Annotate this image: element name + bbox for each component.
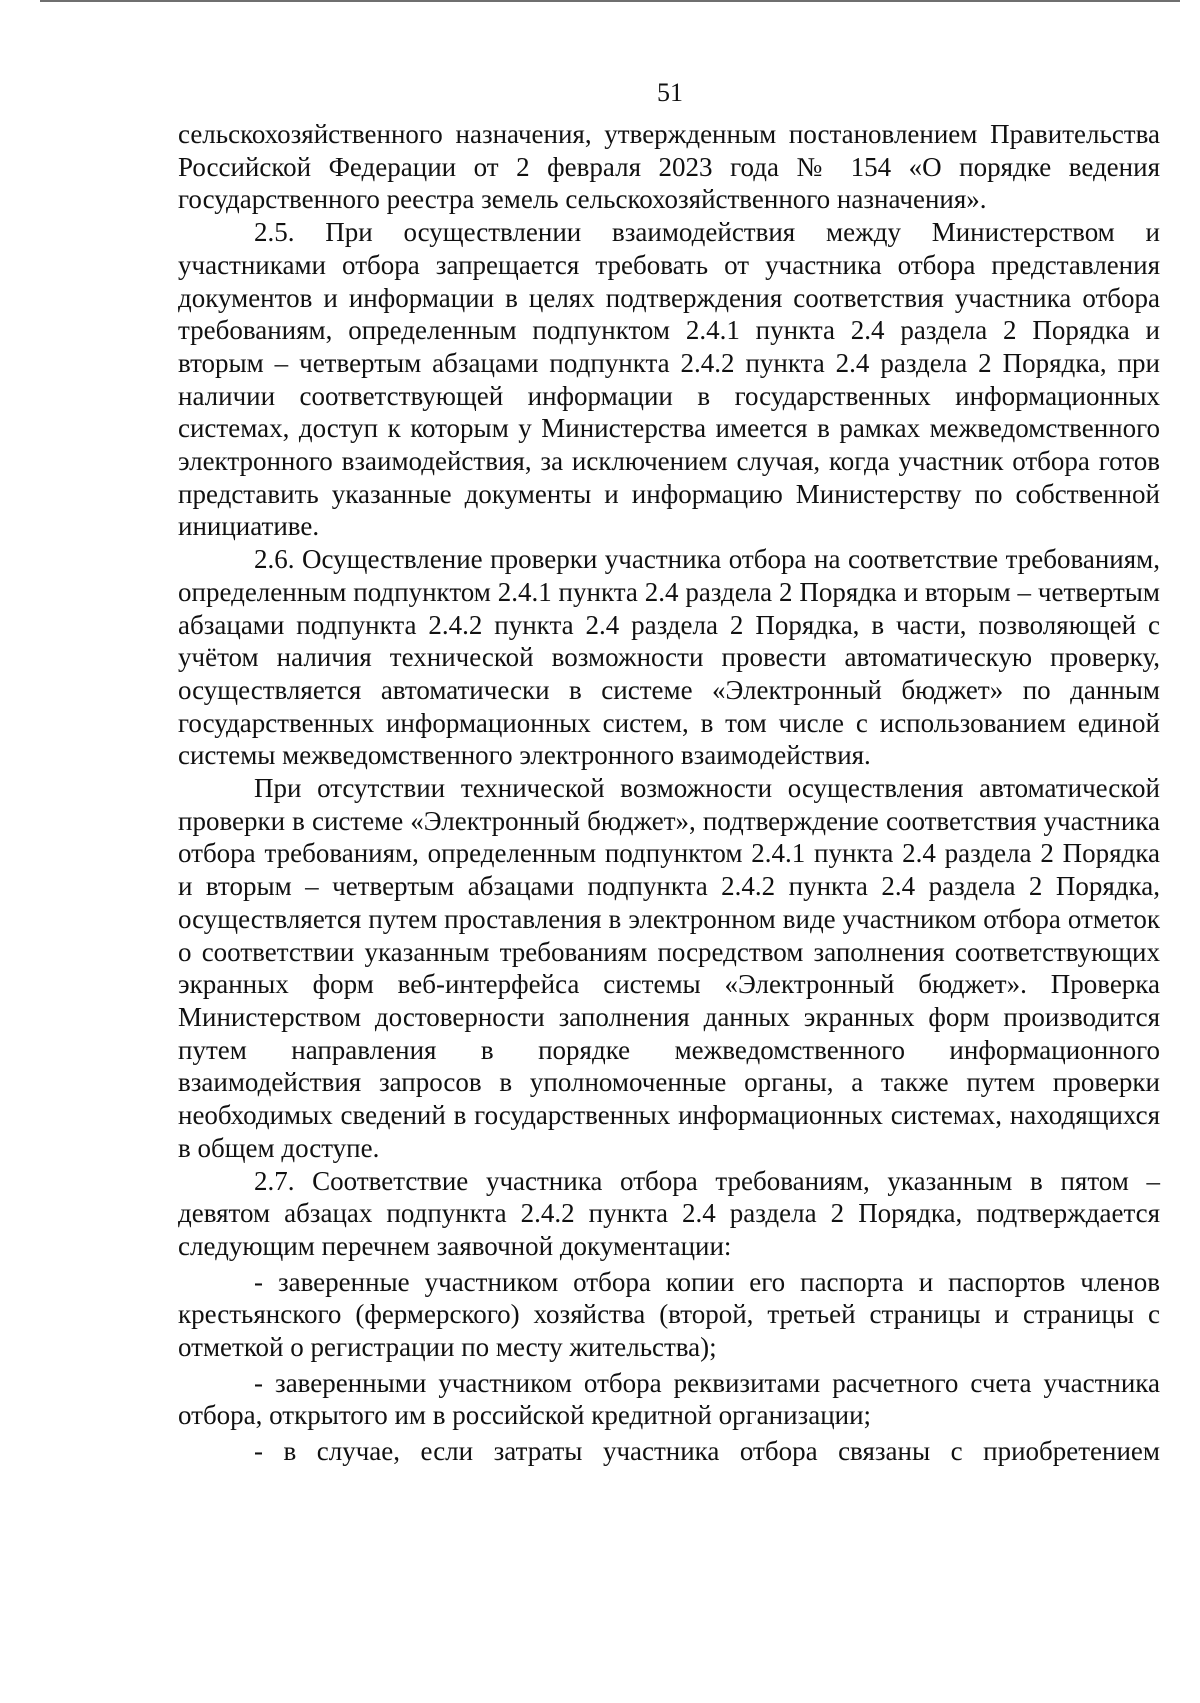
document-body <box>178 118 1160 1468</box>
page-number: 51 <box>657 78 683 107</box>
list-item-passport-copies: - заверенные участником отбора копии его паспорта и паспортов членов крестьянского (фермерского) хозяйства (второй, третьей страницы и страницы с отметкой о регистрации по месту жительства); <box>178 1266 1160 1363</box>
paragraph-technical-absence: При отсутствии технической возможности осуществления автоматической проверки в системе «Электронный бюджет», подтверждение соответствия участника отбора требованиям, определенным подпунктом 2.4.1 пункта 2.4 раздела 2 Порядка и вторым – четвертым абзацами подпункта 2.4.2 пункта 2.4 раздела 2 Порядка, осуществляется путем проставления в электронном виде участником отбора отметок о соответствии указанным требованиям посредством заполнения соответствующих экранных форм веб-интерфейса системы «Электронный бюджет». Проверка Министерством достоверности заполнения данных экранных форм производится путем направления в порядке межведомственного информационного взаимодействия запросов в уполномоченные органы, а также путем проверки необходимых сведений в государственных информационных системах, находящихся в общем доступе. <box>178 773 1160 1163</box>
paragraph-2-6: 2.6. Осуществление проверки участника отбора на соответствие требованиям, определенным подпунктом 2.4.1 пункта 2.4 раздела 2 Порядка и вторым – четвертым абзацами подпункта 2.4.2 пункта 2.4 раздела 2 Порядка, в части, позволяющей с учётом наличия технической возможности провести автоматическую проверку, осуществляется автоматически в системе «Электронный бюджет» по данным государственных информационных систем, в том числе с использованием единой системы межведомственного электронного взаимодействия. <box>178 544 1160 771</box>
scan-top-edge <box>40 0 1180 2</box>
paragraph-2-5: 2.5. При осуществлении взаимодействия между Министерством и участниками отбора запрещается требовать от участника отбора представления документов и информации в целях подтверждения соответствия участника отбора требованиям, определенным подпунктом 2.4.1 пункта 2.4 раздела 2 Порядка и вторым – четвертым абзацами подпункта 2.4.2 пункта 2.4 раздела 2 Порядка, при наличии соответствующей информации в государственных информационных системах, доступ к которым у Министерства имеется в рамках межведомственного электронного взаимодействия, за исключением случая, когда участник отбора готов представить указанные документы и информацию Министерству по собственной инициативе. <box>178 217 1160 542</box>
list-item-costs: - в случае, если затраты участника отбора связаны с приобретением <box>254 1436 1160 1467</box>
list-item-bank-details: - заверенными участником отбора реквизитами расчетного счета участника отбора, открытого им в российской кредитной организации; <box>178 1367 1160 1431</box>
paragraph-continuation: сельскохозяйственного назначения, утвержденным постановлением Правительства Российской Федерации от 2 февраля 2023 года № 154 «О порядке ведения государственного реестра земель сельскохозяйственного назначения». <box>178 119 1160 215</box>
paragraph-2-7: 2.7. Соответствие участника отбора требованиям, указанным в пятом – девятом абзацах подпункта 2.4.2 пункта 2.4 раздела 2 Порядка, подтверждается следующим перечнем заявочной документации: <box>178 1165 1160 1261</box>
